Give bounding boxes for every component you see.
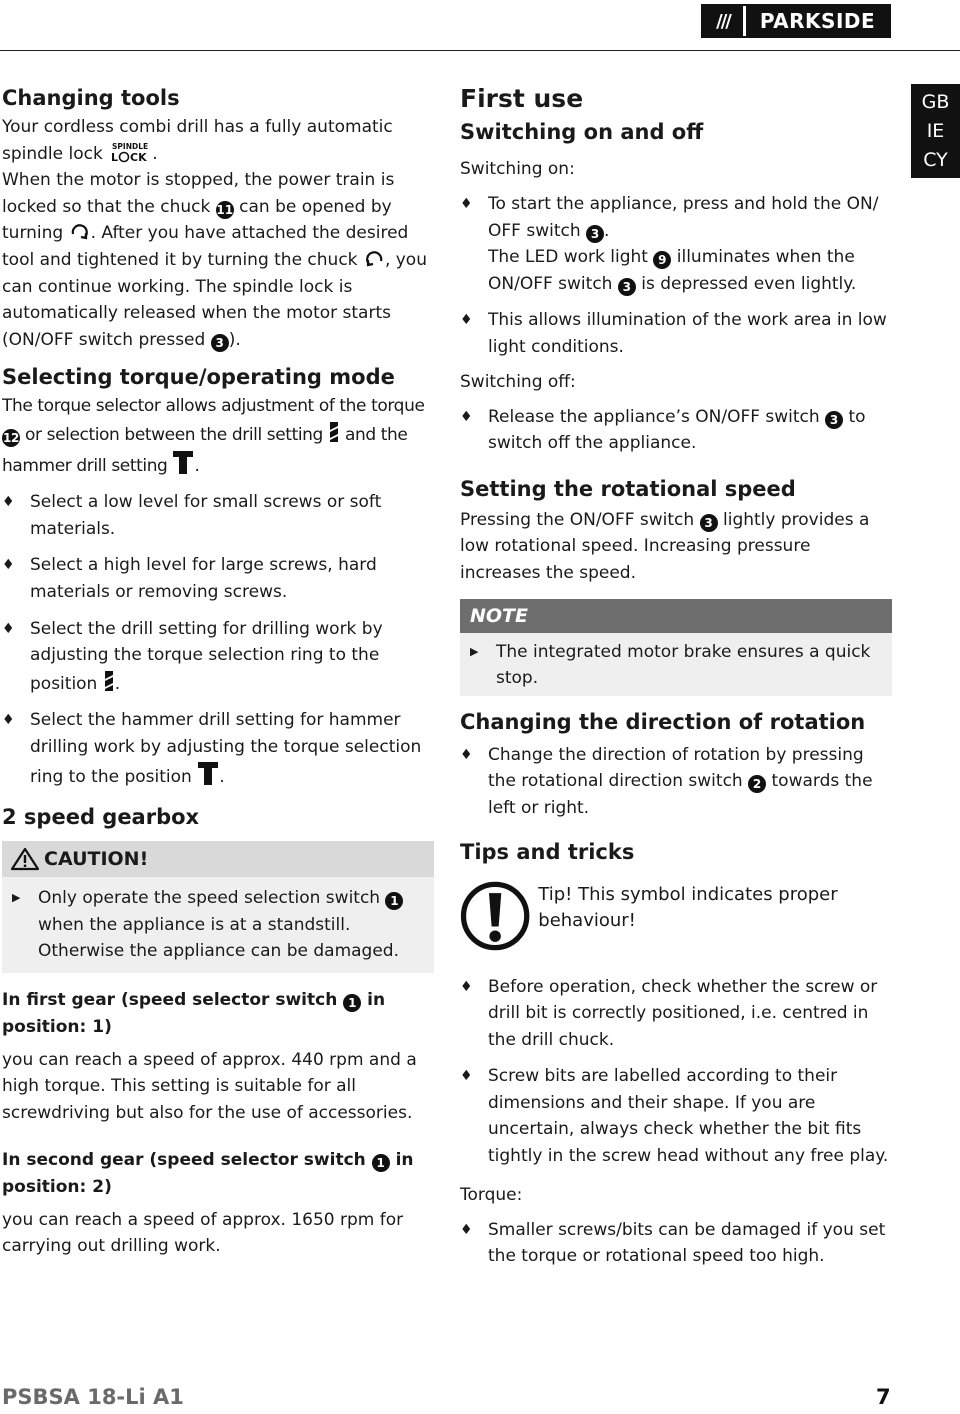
chuck-number-badge: 11 (216, 202, 234, 217)
section-torque (2, 361, 434, 791)
torque-bullet-hammer: ♦ Select the hammer drill setting for hammer drilling work by adjusting the torque selection ring to the position . (2, 707, 434, 791)
section-direction (460, 706, 892, 822)
second-gear-text: you can reach a speed of approx. 1650 rpm for carrying out drilling work. (2, 1209, 404, 1257)
heading-switching: Switching on and off (460, 120, 704, 144)
section-tips (460, 836, 892, 1270)
caution-label: CAUTION! (44, 848, 149, 871)
led-light-badge: 9 (653, 251, 671, 269)
hammer-drill-icon (197, 760, 219, 786)
warning-triangle-icon (10, 847, 40, 871)
svg-text:CK: CK (130, 150, 147, 163)
heading-gearbox: 2 speed gearbox (2, 805, 200, 830)
speed-switch-badge: 1 (343, 994, 361, 1012)
on-off-switch-badge: 3 (618, 278, 636, 296)
speed-switch-badge: 1 (372, 1154, 390, 1172)
tips-bullet-position: ♦ Before operation, check whether the screw or drill bit is correctly positioned, i.e. centred in the drill chuck. (460, 974, 892, 1054)
section-changing-tools (2, 82, 434, 353)
tips-bullet-torque: ♦ Smaller screws/bits can be damaged if you set the torque or rotational speed too high. (460, 1217, 892, 1270)
on-off-switch-badge: 3 (825, 411, 843, 429)
language-gb: GB (921, 91, 950, 113)
on-off-switch-badge: 3 (586, 225, 604, 243)
caution-text: ▶ Only operate the speed selection switch 1 when the appliance is at a standstill. Otherwise the appliance can be damaged. (2, 885, 434, 965)
heading-second-gear: In second gear (speed selector switch 1 in position: 2) (2, 1149, 414, 1197)
on-off-switch-badge: 3 (700, 514, 718, 532)
drill-setting-icon (328, 420, 340, 444)
changing-tools-body: When the motor is stopped, the power train is locked so that the chuck 11 can be opened by turning . After you have attached the desired tool and tightened it by turning the chuck , you can continue working. The spindle lock is automatically released when the motor starts (ON/OFF switch pressed 3 ). (2, 170, 427, 350)
heading-first-gear: In first gear (speed selector switch 1 in position: 1) (2, 989, 386, 1037)
heading-rotational-speed: Setting the rotational speed (460, 476, 796, 501)
language-cy: CY (923, 149, 948, 171)
svg-text:SPINDLE: SPINDLE (112, 141, 149, 151)
hammer-drill-icon (172, 449, 194, 475)
spindle-lock-icon (108, 141, 152, 163)
illumination-bullet: ♦ This allows illumination of the work area in low light conditions. (460, 307, 892, 360)
language-ie: IE (926, 120, 945, 142)
svg-text:L: L (111, 150, 119, 163)
heading-tips: Tips and tricks (460, 839, 635, 864)
tips-bullet-bits: ♦ Screw bits are labelled according to their dimensions and their shape. If you are uncertain, always check whether the bit fits tightly in the screw head without any free play. (460, 1063, 892, 1169)
heading-changing-tools: Changing tools (2, 86, 180, 110)
heading-torque: Selecting torque/operating mode (2, 365, 395, 390)
right-column (460, 82, 892, 1270)
first-gear-text: you can reach a speed of approx. 440 rpm and a high torque. This setting is suitable for all screwdriving but also for the use of accessories. (2, 1049, 417, 1124)
drill-setting-icon (103, 669, 115, 693)
tip-box (460, 876, 892, 956)
caution-bar (2, 841, 434, 877)
switch-off-bullet: ♦ Release the appliance’s ON/OFF switch 3 to switch off the appliance. (460, 404, 892, 457)
torque-bullet-drill: ♦ Select the drill setting for drilling work by adjusting the torque selection ring to the position . (2, 616, 434, 698)
footer-page-number: 7 (876, 1385, 891, 1409)
changing-tools-intro: Your cordless combi drill has a fully automatic spindle lock SPINDLE L CK . (2, 117, 393, 164)
exclamation-tip-icon (460, 876, 530, 956)
header-rule (0, 50, 960, 51)
heading-direction: Changing the direction of rotation (460, 709, 866, 734)
label-switching-on: Switching on: (460, 159, 575, 179)
section-gearbox (2, 801, 434, 1260)
parkside-logo (701, 4, 891, 38)
rotate-close-icon (363, 249, 385, 269)
switch-on-bullet: ♦ To start the appliance, press and hold the ON/ OFF switch 3 . The LED work light 9 illuminates when the ON/OFF switch 3 is depressed even lightly. (460, 191, 892, 297)
torque-bullet-high: ♦ Select a high level for large screws, hard materials or removing screws. (2, 552, 434, 605)
label-torque: Torque: (460, 1184, 523, 1205)
torque-bullet-low: ♦ Select a low level for small screws or soft materials. (2, 489, 434, 542)
direction-switch-badge: 2 (748, 775, 766, 793)
heading-first-use: First use (460, 84, 584, 113)
logo-brand-name: PARKSIDE (746, 6, 889, 36)
note-bar: NOTE (460, 599, 892, 633)
section-rotational-speed (460, 473, 892, 696)
rotate-open-icon (69, 222, 91, 242)
direction-bullet: ♦ Change the direction of rotation by pressing the rotational direction switch 2 towards the left or right. (460, 742, 892, 822)
caution-body (2, 877, 434, 973)
left-column (2, 82, 434, 1260)
on-off-switch-badge: 3 (211, 334, 229, 352)
torque-number-badge: 12 (3, 430, 19, 445)
footer-model: PSBSA 18-Li A1 (2, 1385, 184, 1409)
torque-intro: The torque selector allows adjustment of the torque 12 or selection between the drill setting and the hammer drill setting . (2, 396, 425, 476)
section-first-use (460, 82, 892, 457)
note-body (460, 633, 892, 696)
language-tab (911, 84, 960, 178)
speed-switch-badge: 1 (385, 892, 403, 910)
label-switching-off: Switching off: (460, 371, 576, 392)
rotational-speed-text: Pressing the ON/OFF switch 3 lightly provides a low rotational speed. Increasing pressure increases the speed. (460, 509, 870, 583)
logo-slashes: /// (703, 6, 743, 36)
note-text: ▶ The integrated motor brake ensures a quick stop. (460, 639, 892, 692)
tip-text: Tip! This symbol indicates proper behaviour! (538, 883, 838, 931)
